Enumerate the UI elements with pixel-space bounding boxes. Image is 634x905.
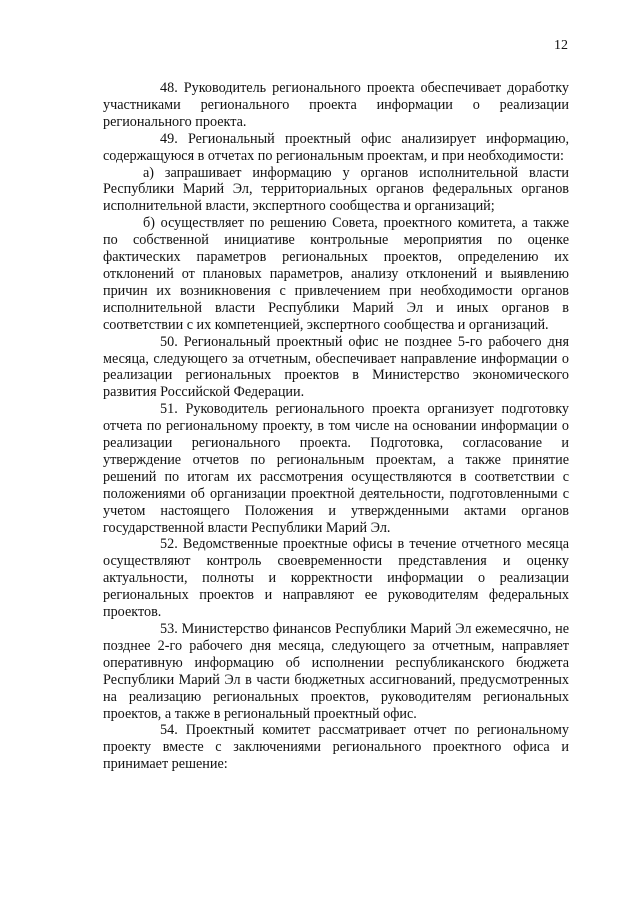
paragraph-48: 48. Руководитель регионального проекта обеспечивает доработку участниками регионального проекта информации о реализации регионального проекта.	[103, 80, 569, 130]
paragraph-49: 49. Региональный проектный офис анализирует информацию, содержащуюся в отчетах по региональным проектам, и при необходимости:	[103, 130, 569, 164]
paragraph-51: 51. Руководитель регионального проекта организует подготовку отчета по региональному проекту, в том числе на основании информации о реализации регионального проекта. Подготовка, согласование и утверждение отчетов по региональным проектам, а также принятие решений по итогам их рассмотрения осуществляются в соответствии с положениями об организации проектной деятельности, подготовленными с учетом настоящего Положения и утвержденными актами органов государственной власти Республики Марий Эл.	[103, 401, 569, 536]
page-number: 12	[554, 38, 568, 53]
document-body	[103, 80, 569, 773]
paragraph-54: 54. Проектный комитет рассматривает отчет по региональному проекту вместе с заключениями регионального проектного офиса и принимает решение:	[103, 722, 569, 773]
paragraph-50: 50. Региональный проектный офис не позднее 5-го рабочего дня месяца, следующего за отчетным, обеспечивает направление информации о реализации региональных проектов в Министерство экономического развития Российской Федерации.	[103, 333, 569, 401]
paragraph-49-b: б) осуществляет по решению Совета, проектного комитета, а также по собственной инициативе контрольные мероприятия по оценке фактических параметров региональных проектов, определению их отклонений от плановых параметров, анализу отклонений и выявлению причин их возникновения с привлечением при необходимости органов исполнительной власти Республики Марий Эл и иных органов в соответствии с их компетенцией, экспертного сообщества и организаций.	[103, 215, 569, 333]
paragraph-52: 52. Ведомственные проектные офисы в течение отчетного месяца осуществляют контроль своевременности представления и оценку актуальности, полноты и корректности информации о реализации региональных проектов и направляют ее руководителям федеральных проектов.	[103, 536, 569, 621]
paragraph-53: 53. Министерство финансов Республики Марий Эл ежемесячно, не позднее 2-го рабочего дня месяца, следующего за отчетным, направляет оперативную информацию об исполнении республиканского бюджета Республики Марий Эл в части бюджетных ассигнований, предусмотренных на реализацию региональных проектов, руководителям региональных проектов, а также в региональный проектный офис.	[103, 621, 569, 722]
paragraph-49-a: а) запрашивает информацию у органов исполнительной власти Республики Марий Эл, территориальных органов федеральных органов исполнительной власти, экспертного сообщества и организаций;	[103, 164, 569, 215]
